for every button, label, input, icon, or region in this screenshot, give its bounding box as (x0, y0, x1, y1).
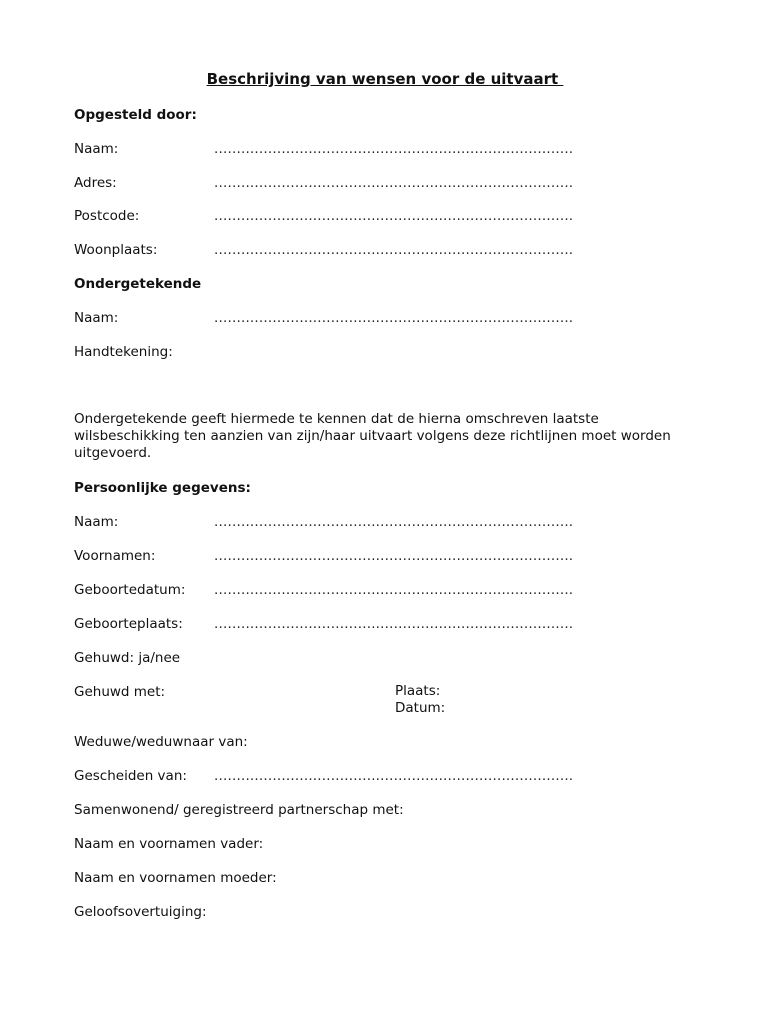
gescheiden-label: Gescheiden van: (74, 768, 187, 784)
gescheiden-field[interactable]: ................................................................................ (214, 768, 574, 784)
weduwe-label: Weduwe/weduwnaar van: (74, 734, 248, 750)
voornamen-label: Voornamen: (74, 548, 156, 564)
plaats-label: Plaats: (395, 683, 441, 699)
gehuwd-met-label: Gehuwd met: (74, 684, 166, 700)
geboorteplaats-field[interactable]: ................................................................................ (214, 616, 574, 632)
section-heading-opgesteld: Opgesteld door: (74, 107, 197, 123)
section-heading-ondergetekende: Ondergetekende (74, 276, 202, 292)
opgesteld-naam-label: Naam: (74, 141, 119, 157)
vader-label: Naam en voornamen vader: (74, 836, 264, 852)
geboorteplaats-label: Geboorteplaats: (74, 616, 183, 632)
samenwonend-label: Samenwonend/ geregistreerd partnerschap met: (74, 802, 404, 818)
page-title: Beschrijving van wensen voor de uitvaart (206, 70, 564, 88)
opgesteld-woonplaats-field[interactable]: ................................................................................ (214, 242, 574, 258)
opgesteld-woonplaats-label: Woonplaats: (74, 242, 158, 258)
geboortedatum-field[interactable]: ................................................................................ (214, 582, 574, 598)
section-heading-persoonlijk: Persoonlijke gegevens: (74, 480, 251, 496)
declaration-line: Ondergetekende geeft hiermede te kennen dat de hierna omschreven laatste (74, 411, 599, 427)
declaration-line: uitgevoerd. (74, 445, 152, 461)
opgesteld-adres-field[interactable]: ................................................................................ (214, 175, 574, 191)
persoonlijk-naam-label: Naam: (74, 514, 119, 530)
gehuwd-label: Gehuwd: ja/nee (74, 650, 181, 666)
geloof-label: Geloofsovertuiging: (74, 904, 207, 920)
geboortedatum-label: Geboortedatum: (74, 582, 186, 598)
datum-label: Datum: (395, 700, 446, 716)
ondergetekende-naam-field[interactable]: ................................................................................ (214, 310, 574, 326)
declaration-line: wilsbeschikking ten aanzien van zijn/haar uitvaart volgens deze richtlijnen moet worden (74, 428, 671, 444)
opgesteld-adres-label: Adres: (74, 175, 117, 191)
handtekening-label: Handtekening: (74, 344, 173, 360)
moeder-label: Naam en voornamen moeder: (74, 870, 277, 886)
opgesteld-postcode-label: Postcode: (74, 208, 140, 224)
ondergetekende-naam-label: Naam: (74, 310, 119, 326)
persoonlijk-naam-field[interactable]: ................................................................................ (214, 514, 574, 530)
declaration-paragraph (74, 411, 714, 462)
opgesteld-naam-field[interactable]: ................................................................................ (214, 141, 574, 157)
opgesteld-postcode-field[interactable]: ................................................................................ (214, 208, 574, 224)
voornamen-field[interactable]: ................................................................................ (214, 548, 574, 564)
